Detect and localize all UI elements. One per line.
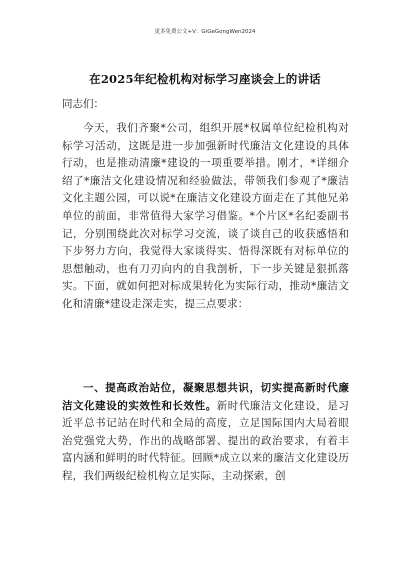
paragraph-section-1 bbox=[62, 380, 349, 486]
section-1-heading: 一、提高政治站位，凝聚思想共识，切实提高新时代廉洁文化建设的实效性和长效性。 bbox=[62, 382, 349, 412]
document-title: 在2025年纪检机构对标学习座谈会上的讲话 bbox=[89, 72, 321, 86]
paragraph-intro: 今天，我们齐聚*公司，组织开展*权属单位纪检机构对标学习活动，这既是进一步加强新时代廉洁文化建设的具体行动，也是推动清廉*建设的一项重要举措。刚才，*详细介绍了*廉洁文化建设情况和经验做法，带领我们参观了*廉洁文化主题公园，可以说*在廉洁文化建设方面走在了其他兄弟单位的前面，非常值得大家学习借鉴。*个片区*名纪委副书记，分别围绕此次对标学习交流，谈了谈自己的收获感悟和下步努力方向，我觉得大家谈得实、悟得深既有对标单位的思想触动，也有刀刃向内的自我剖析，下一步关键是狠抓落实。下面，就如何把对标成果转化为实际行动，推动*廉洁文化和清廉*建设走深走实，提三点要求： bbox=[62, 122, 349, 310]
section-1-text: 新时代廉洁文化建设，是习近平总书记站在时代和全局的高度，立足国际国内大局着眼治党强党大势，作出的战略部署、提出的政治要求，有着丰富内涵和鲜明的时代特征。回顾*成立以来的廉洁文化建设历程，我们两级纪检机构立足实际，主动探索，创 bbox=[62, 399, 349, 482]
header-note: 更多免费公文+V：GiGeGongWen2024 bbox=[154, 29, 256, 35]
salutation: 同志们： bbox=[62, 98, 104, 110]
